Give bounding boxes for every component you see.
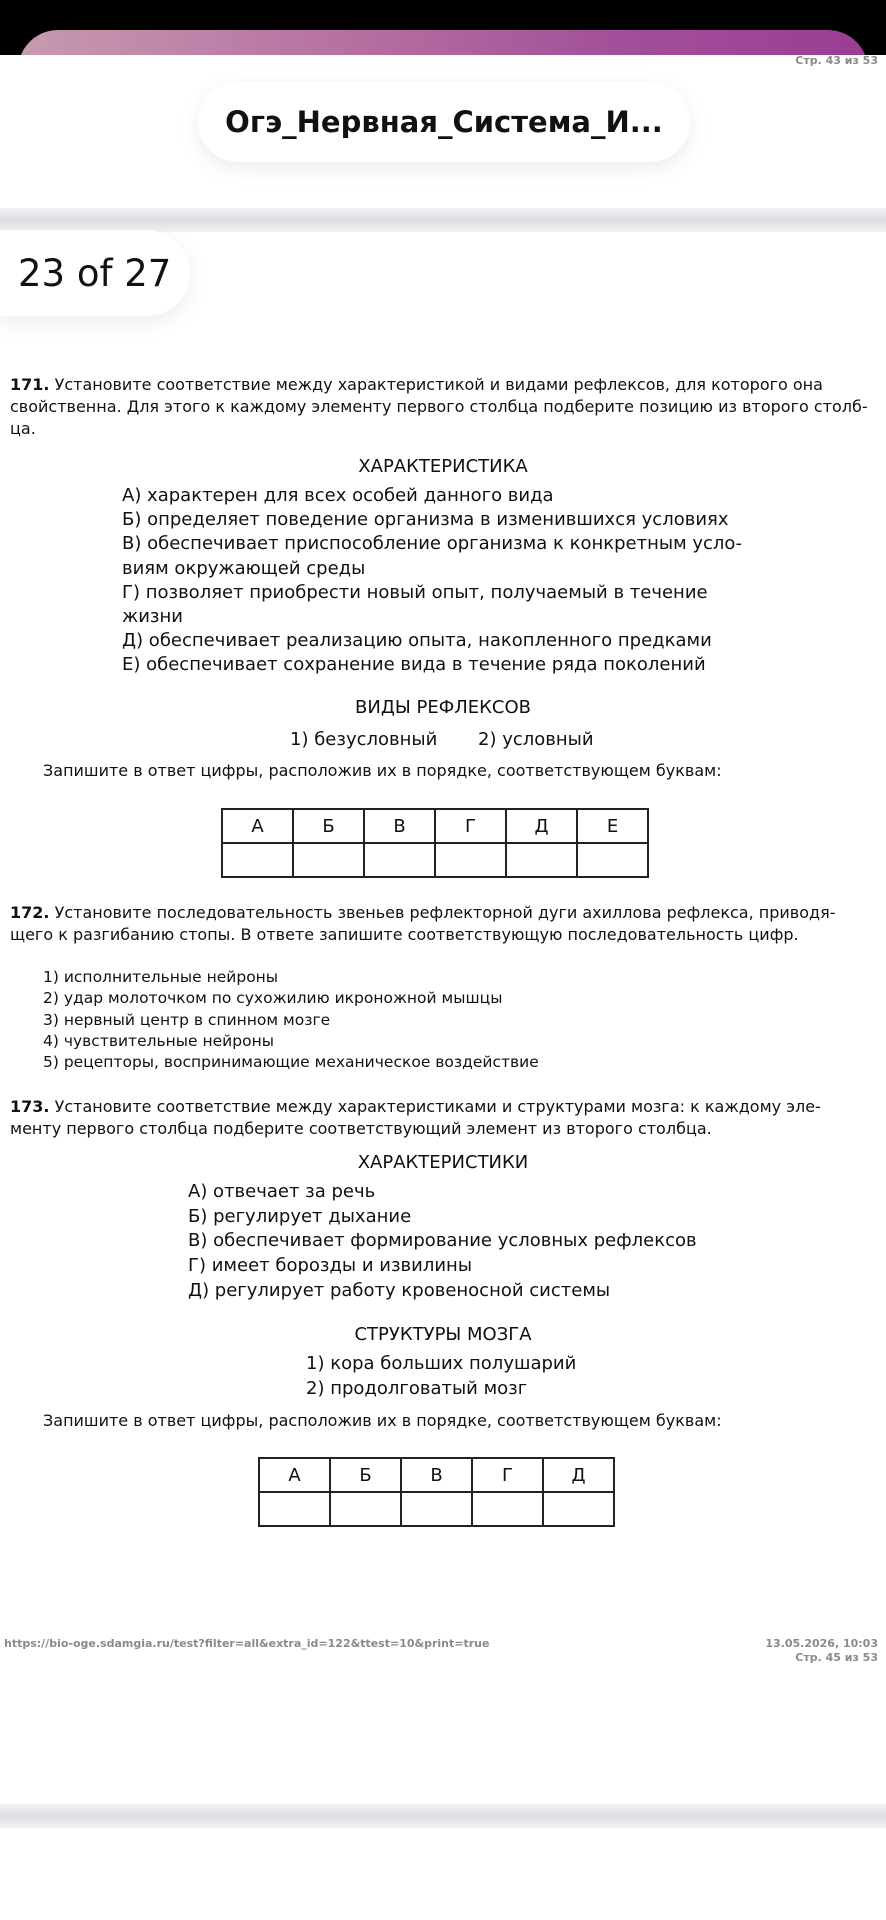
- table-header-cell: А: [222, 809, 293, 843]
- task-171-text: [10, 374, 872, 440]
- answer-cell: [577, 843, 648, 877]
- list-item: 2) удар молоточком по сухожилию икроножной мышцы: [43, 989, 503, 1007]
- answer-cell: [543, 1492, 614, 1526]
- list-item: Е) обеспечивает сохранение вида в течение ряда поколений: [122, 654, 706, 675]
- task-text-line: менту первого столбца подберите соответствующий элемент из второго столбца.: [10, 1119, 712, 1138]
- page-separator: [0, 208, 886, 232]
- page-counter: 23 of 27: [0, 230, 190, 316]
- answer-cell: [435, 843, 506, 877]
- list-item: 3) нервный центр в спинном мозге: [43, 1011, 331, 1029]
- answer-cell: [293, 843, 364, 877]
- task-text-line: Установите последовательность звеньев рефлекторной дуги ахиллова рефлекса, приводя-: [54, 903, 836, 922]
- answer-instruction: Запишите в ответ цифры, расположив их в порядке, соответствующем буквам:: [43, 761, 722, 780]
- task-171-answer-table: [221, 808, 649, 878]
- list-item: виям окружающей среды: [122, 558, 366, 579]
- task-text-line: ца.: [10, 419, 36, 438]
- prev-page-label: Стр. 43 из 53: [795, 54, 878, 67]
- list-item: 4) чувствительные нейроны: [43, 1032, 274, 1050]
- table-header-cell: А: [259, 1458, 330, 1492]
- list-item: 1) исполнительные нейроны: [43, 968, 279, 986]
- answer-instruction: Запишите в ответ цифры, расположив их в порядке, соответствующем буквам:: [43, 1411, 722, 1430]
- list-item: В) обеспечивает приспособление организма к конкретным усло-: [122, 533, 742, 554]
- answer-cell: [506, 843, 577, 877]
- list-item: Г) имеет борозды и извилины: [188, 1255, 473, 1276]
- answer-cell: [259, 1492, 330, 1526]
- list-item: Б) определяет поведение организма в изменившихся условиях: [122, 509, 729, 530]
- task-173-answer-table: [258, 1457, 615, 1527]
- task-number: 172.: [10, 903, 50, 922]
- list-item: А) характерен для всех особей данного вида: [122, 485, 554, 506]
- table-header-cell: Б: [330, 1458, 401, 1492]
- page-separator: [0, 1804, 886, 1828]
- footer-url[interactable]: https://bio-oge.sdamgia.ru/test?filter=all&extra_id=122&ttest=10&print=true: [4, 1637, 490, 1650]
- task-text-line: Установите соответствие между характеристиками и структурами мозга: к каждому эле-: [54, 1097, 821, 1116]
- task-173-col2-heading: СТРУКТУРЫ МОЗГА: [354, 1324, 532, 1345]
- answer-cell: [401, 1492, 472, 1526]
- footer-date-page: [765, 1637, 878, 1665]
- table-header-cell: Е: [577, 809, 648, 843]
- answer-cell: [222, 843, 293, 877]
- task-172-text: [10, 902, 872, 946]
- table-header-cell: Б: [293, 809, 364, 843]
- table-header-cell: Г: [435, 809, 506, 843]
- task-text-line: Установите соответствие между характеристикой и видами рефлексов, для которого она: [54, 375, 823, 394]
- list-item: А) отвечает за речь: [188, 1181, 376, 1202]
- table-header-cell: В: [401, 1458, 472, 1492]
- list-item: Г) позволяет приобрести новый опыт, получаемый в течение: [122, 582, 708, 603]
- task-text-line: свойственна. Для этого к каждому элементу первого столбца подберите позицию из второго столб-: [10, 397, 868, 416]
- list-item: Д) регулирует работу кровеносной системы: [188, 1280, 611, 1301]
- option-item: 2) условный: [478, 729, 594, 750]
- task-173-text: [10, 1096, 872, 1140]
- answer-cell: [330, 1492, 401, 1526]
- list-item: Д) обеспечивает реализацию опыта, накопленного предками: [122, 630, 712, 651]
- answer-cell: [364, 843, 435, 877]
- task-number: 171.: [10, 375, 50, 394]
- option-item: 1) безусловный: [290, 729, 438, 750]
- footer-page: Стр. 45 из 53: [795, 1651, 878, 1664]
- task-number: 173.: [10, 1097, 50, 1116]
- task-173-col1-heading: ХАРАКТЕРИСТИКИ: [357, 1152, 529, 1173]
- footer-date: 13.05.2026, 10:03: [765, 1637, 878, 1650]
- option-item: 1) кора больших полушарий: [306, 1353, 577, 1374]
- task-171-col2-heading: ВИДЫ РЕФЛЕКСОВ: [355, 697, 531, 718]
- list-item: В) обеспечивает формирование условных рефлексов: [188, 1230, 697, 1251]
- document-title[interactable]: Огэ_Нервная_Система_И...: [198, 82, 690, 162]
- task-171-col1-heading: ХАРАКТЕРИСТИКА: [358, 456, 528, 477]
- table-header-cell: В: [364, 809, 435, 843]
- list-item: жизни: [122, 606, 183, 627]
- table-header-cell: Д: [543, 1458, 614, 1492]
- table-header-cell: Г: [472, 1458, 543, 1492]
- list-item: Б) регулирует дыхание: [188, 1206, 412, 1227]
- option-item: 2) продолговатый мозг: [306, 1378, 528, 1399]
- list-item: 5) рецепторы, воспринимающие механическое воздействие: [43, 1053, 539, 1071]
- table-header-cell: Д: [506, 809, 577, 843]
- task-text-line: щего к разгибанию стопы. В ответе запишите соответствующую последовательность цифр.: [10, 925, 799, 944]
- answer-cell: [472, 1492, 543, 1526]
